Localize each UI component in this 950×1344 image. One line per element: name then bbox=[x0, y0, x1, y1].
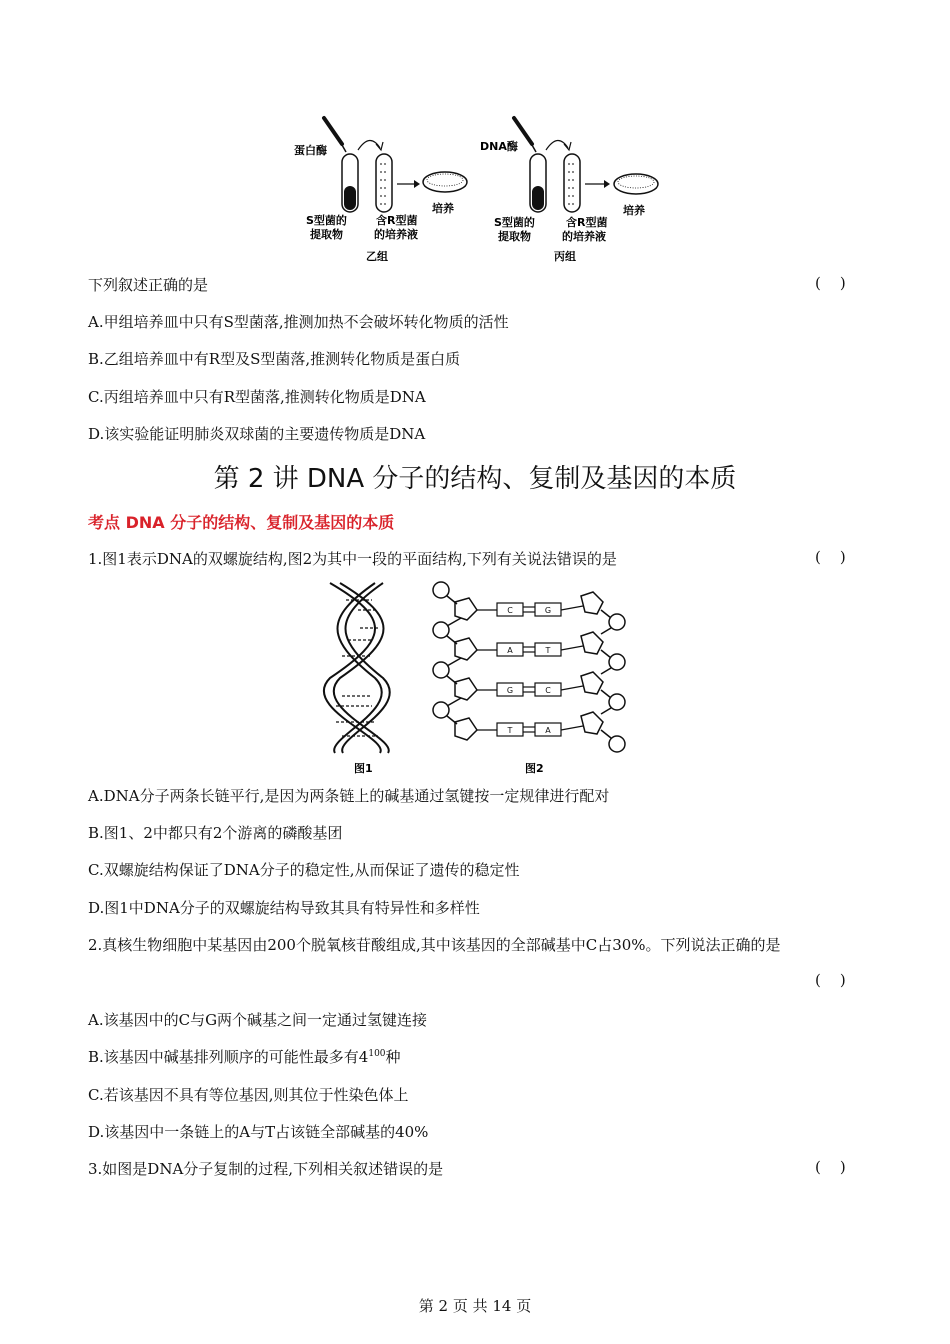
question-stem: 下列叙述正确的是 bbox=[88, 276, 209, 294]
r-culture-label-2: 的培养液 bbox=[562, 230, 606, 243]
group-bing-label: 丙组 bbox=[554, 250, 576, 263]
group-yi-diagram bbox=[294, 118, 467, 263]
option-a: A.甲组培养皿中只有S型菌落,推测加热不会破坏转化物质的活性 bbox=[88, 313, 509, 331]
option-b: B.图1、2中都只有2个游离的磷酸基团 bbox=[88, 824, 343, 842]
option-c: C.丙组培养皿中只有R型菌落,推测转化物质是DNA bbox=[88, 388, 426, 406]
base-label: A bbox=[545, 726, 551, 735]
s-extract-label-2: 提取物 bbox=[310, 228, 343, 241]
test-tube-s-extract bbox=[342, 154, 358, 212]
s-extract-label: S型菌的 bbox=[494, 216, 535, 229]
base-label: G bbox=[544, 606, 552, 615]
answer-bracket: ( ) bbox=[815, 1158, 846, 1176]
option-c: C.双螺旋结构保证了DNA分子的稳定性,从而保证了遗传的稳定性 bbox=[88, 861, 520, 879]
option-b bbox=[88, 1046, 401, 1067]
answer-bracket: ( ) bbox=[815, 971, 846, 989]
answer-bracket: ( ) bbox=[815, 274, 846, 292]
figure-2-label: 图2 bbox=[525, 762, 544, 775]
question-3-stem: 3.如图是DNA分子复制的过程,下列相关叙述错误的是 bbox=[88, 1160, 444, 1178]
option-a: A.该基因中的C与G两个碱基之间一定通过氢键连接 bbox=[88, 1011, 428, 1029]
culture-label-bing: 培养 bbox=[623, 204, 645, 217]
petri-dish-icon bbox=[614, 174, 658, 194]
left-strand bbox=[433, 582, 477, 740]
base-label: T bbox=[545, 646, 551, 655]
question-1-stem: 1.图1表示DNA的双螺旋结构,图2为其中一段的平面结构,下列有关说法错误的是 bbox=[88, 550, 617, 568]
petri-dish-icon bbox=[423, 172, 467, 192]
r-culture-label: 含R型菌 bbox=[376, 214, 418, 227]
page-footer: 第 2 页 共 14 页 bbox=[418, 1297, 532, 1315]
dna-double-helix-figure bbox=[320, 578, 400, 778]
option-d: D.该实验能证明肺炎双球菌的主要遗传物质是DNA bbox=[88, 425, 426, 443]
r-culture-label: 含R型菌 bbox=[566, 216, 608, 229]
test-tube-s-extract bbox=[530, 154, 546, 212]
right-strand bbox=[581, 592, 625, 752]
exponent: 100 bbox=[368, 1049, 386, 1059]
option-a: A.DNA分子两条长链平行,是因为两条链上的碱基通过氢键按一定规律进行配对 bbox=[88, 787, 610, 805]
question-2-stem: 2.真核生物细胞中某基因由200个脱氧核苷酸组成,其中该基因的全部碱基中C占30%。下列说法正确的是 bbox=[88, 936, 781, 954]
base-label: C bbox=[545, 686, 551, 695]
option-b: B.乙组培养皿中有R型及S型菌落,推测转化物质是蛋白质 bbox=[88, 350, 461, 368]
section-heading: 考点 DNA 分子的结构、复制及基因的本质 bbox=[88, 513, 395, 532]
option-b-suffix: 种 bbox=[385, 1048, 401, 1066]
option-c: C.若该基因不具有等位基因,则其位于性染色体上 bbox=[88, 1086, 409, 1104]
dna-planar-structure-figure bbox=[425, 578, 635, 778]
protease-label: 蛋白酶 bbox=[294, 144, 327, 157]
test-tube-r-culture bbox=[564, 154, 580, 212]
experiment-figure bbox=[280, 110, 680, 270]
figure-1-label: 图1 bbox=[354, 762, 373, 775]
group-yi-label: 乙组 bbox=[366, 250, 388, 263]
s-extract-label-2: 提取物 bbox=[498, 230, 531, 243]
answer-bracket: ( ) bbox=[815, 548, 846, 566]
option-d: D.图1中DNA分子的双螺旋结构导致其具有特异性和多样性 bbox=[88, 899, 480, 917]
dnase-label: DNA酶 bbox=[480, 140, 518, 153]
option-d: D.该基因中一条链上的A与T占该链全部碱基的40% bbox=[88, 1123, 429, 1141]
s-extract-label: S型菌的 bbox=[306, 214, 347, 227]
option-b-text: B.该基因中碱基排列顺序的可能性最多有4 bbox=[88, 1048, 369, 1066]
base-label: T bbox=[507, 726, 513, 735]
base-label: A bbox=[507, 646, 513, 655]
base-label: C bbox=[507, 606, 513, 615]
lecture-title: 第 2 讲 DNA 分子的结构、复制及基因的本质 bbox=[213, 464, 737, 494]
group-bing-diagram bbox=[480, 118, 658, 263]
culture-label-yi: 培养 bbox=[432, 202, 454, 215]
dropper-icon bbox=[324, 118, 346, 152]
test-tube-r-culture bbox=[376, 154, 392, 212]
r-culture-label-2: 的培养液 bbox=[374, 228, 418, 241]
base-label: G bbox=[506, 686, 514, 695]
